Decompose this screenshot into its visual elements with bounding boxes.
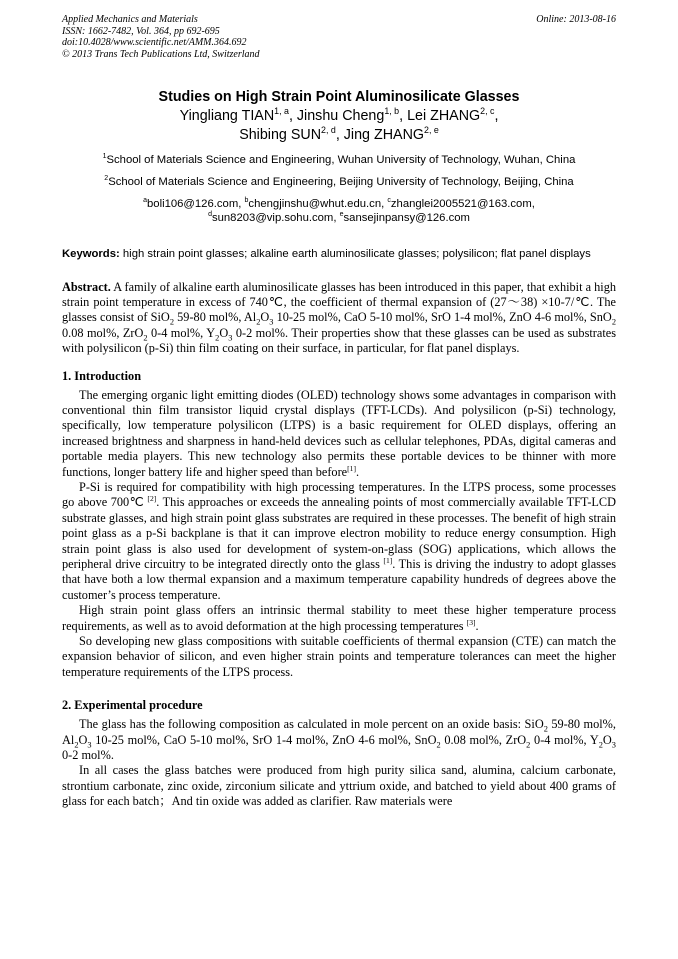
affiliation-2 bbox=[62, 175, 616, 189]
author-name: Lei ZHANG bbox=[407, 108, 481, 124]
keywords-label: Keywords: bbox=[62, 248, 120, 260]
abstract-text: 0.08 mol%, ZrO bbox=[62, 325, 144, 340]
subscript: 3 bbox=[269, 317, 274, 327]
author-affiliation-mark: 2, e bbox=[424, 125, 439, 136]
paragraph bbox=[62, 603, 616, 634]
author-name: Jing ZHANG bbox=[343, 127, 425, 143]
paragraph-text: The emerging organic light emitting diodes (OLED) technology shows some advantages in comparison with conventional thin film transistor liquid crystal displays (TFT-LCDs). And polysilicon (p-Si) technology, specifically, low temperature polysilicon (LTPS) is a basic requirement for OLED displays, offering an increased brightness and sharpness in hand-held devices such as cellular telephones, PDAs, digital cameras and portable media players. This new technology also permits these portable devices to be thinner with more functions, longer battery life and higher speed than before bbox=[62, 387, 616, 479]
abstract bbox=[62, 280, 616, 357]
email-mark: b bbox=[244, 197, 249, 205]
paragraph-text: 59-80 mol%, Al bbox=[62, 717, 616, 747]
paragraph-text: High strain point glass offers an intrinsic thermal stability to meet these higher temperature process requirements, as well as to avoid deformation at the high processing temperatures bbox=[62, 603, 616, 633]
affiliation-text: School of Materials Science and Engineering, Wuhan University of Technology, Wuhan, China bbox=[106, 154, 576, 166]
citation-ref[interactable]: [1] bbox=[347, 463, 356, 473]
keywords bbox=[62, 247, 616, 262]
subscript: 2 bbox=[74, 740, 79, 750]
subscript: 2 bbox=[169, 317, 175, 327]
author-name: Shibing SUN bbox=[239, 127, 322, 143]
subscript: 2 bbox=[543, 724, 548, 734]
subscript: 3 bbox=[228, 333, 233, 343]
author-affiliation-mark: 2, c bbox=[480, 106, 495, 117]
paragraph-text: . bbox=[356, 464, 360, 479]
paragraph-text: 0-2 mol%. bbox=[62, 748, 114, 763]
author-affiliation-mark: 1, a bbox=[274, 106, 289, 117]
paragraph-text: . bbox=[475, 618, 479, 633]
email-address[interactable]: chengjinshu@whut.edu.cn, bbox=[248, 198, 388, 210]
introduction-body bbox=[62, 388, 616, 681]
affiliation-number: 1 bbox=[102, 153, 107, 161]
subscript: 2 bbox=[436, 740, 441, 750]
email-address[interactable]: zhanglei2005521@163.com, bbox=[390, 198, 535, 210]
subscript: 3 bbox=[87, 740, 92, 750]
subscript: 2 bbox=[143, 333, 148, 343]
author-list: Yingliang TIAN$^{1, a}$, Jinshu Cheng$^{1, b}$, Lei ZHANG$^{2, c}$, Shibing SUN$^{2, d}$, Jing ZHANG$^{2, e}$ bbox=[179, 106, 499, 143]
email-address[interactable]: boli106@126.com, bbox=[147, 198, 245, 210]
email-mark: c bbox=[387, 197, 391, 205]
author-name: Jinshu Cheng bbox=[296, 108, 385, 124]
citation-ref[interactable]: [2] bbox=[147, 494, 157, 504]
abstract-text: 10-25 mol%, CaO 5-10 mol%, SrO 1-4 mol%, ZnO 4-6 mol%, SnO bbox=[273, 310, 612, 325]
online-date: Online: 2013-08-16 bbox=[536, 14, 616, 25]
doi-line[interactable]: doi:10.4028/www.scientific.net/AMM.364.692 bbox=[62, 37, 247, 48]
journal-header bbox=[62, 14, 616, 60]
section-heading-introduction: 1. Introduction bbox=[62, 368, 142, 383]
paragraph: In all cases the glass batches were produced from high purity silica sand, alumina, calcium carbonate, strontium carbonate, zinc oxide, zirconium silicate and yttrium oxide, and batched to yield about 400 grams of glass for each batch；And tin oxide was added as clarifier. Raw materials were bbox=[62, 763, 616, 809]
experimental-body bbox=[62, 717, 616, 809]
section-heading-experimental: 2. Experimental procedure bbox=[62, 698, 203, 713]
email-mark: e bbox=[339, 211, 344, 219]
abstract-text: O bbox=[260, 310, 270, 325]
author-name: Yingliang TIAN bbox=[179, 108, 275, 124]
paragraph-text: P-Si is required for compatibility with high processing temperatures. In the LTPS process, some processes go above 700℃ bbox=[62, 479, 616, 510]
copyright-line: © 2013 Trans Tech Publications Ltd, Switzerland bbox=[62, 48, 260, 60]
paragraph: So developing new glass compositions with suitable coefficients of thermal expansion (CTE) can match the expansion behavior of silicon, and even higher strain points and temperature tolerances can meet the higher temperature requirements of the LTPS process. bbox=[62, 634, 616, 679]
subscript: 2 bbox=[526, 740, 531, 750]
paragraph-text: 10-25 mol%, CaO 5-10 mol%, SrO 1-4 mol%, ZnO 4-6 mol%, SnO bbox=[91, 732, 437, 747]
paragraph-text: 0-4 mol%, Y bbox=[530, 732, 599, 747]
abstract-text: O bbox=[219, 325, 229, 340]
journal-name: Applied Mechanics and Materials bbox=[62, 14, 198, 25]
affiliation-text: School of Materials Science and Engineering, Beijing University of Technology, Beijing, China bbox=[108, 176, 574, 188]
issn-line: ISSN: 1662-7482, Vol. 364, pp 692-695 bbox=[62, 25, 220, 37]
paper-page bbox=[62, 14, 616, 810]
subscript: 2 bbox=[256, 317, 261, 327]
email-mark: d bbox=[208, 211, 212, 219]
abstract-text: 0-4 mol%, Y bbox=[147, 325, 216, 340]
abstract-text: A family of alkaline earth aluminosilicate glasses has been introduced in this paper, that exhibit a high strain point temperature in excess of 740℃, the coefficient of thermal expansion of (27～38) ×10-7/℃. The glasses consist of SiO bbox=[62, 279, 616, 325]
keywords-text: high strain point glasses; alkaline earth aluminosilicate glasses; polysilicon; flat panel displays bbox=[119, 248, 591, 260]
paragraph bbox=[62, 480, 616, 603]
paragraph-text: O bbox=[602, 732, 612, 747]
paper-title: Studies on High Strain Point Aluminosilicate Glasses bbox=[158, 89, 520, 105]
abstract-label: Abstract. bbox=[62, 279, 111, 294]
abstract-text: 0-2 mol%. Their properties show that these glasses can be used as substrates with polysilicon (p-Si) thin film coating on their surface, in particular, for flat panel displays. bbox=[62, 325, 616, 356]
paragraph-text: . This is driving the industry to adopt glasses that have both a low thermal expansion and a maximum temperature capability hundreds of degrees above the customer’s process temperature. bbox=[62, 557, 616, 602]
subscript: 3 bbox=[611, 740, 616, 750]
subscript: 2 bbox=[598, 740, 603, 750]
paragraph bbox=[62, 388, 616, 480]
citation-ref[interactable]: [3] bbox=[466, 617, 476, 627]
affiliation-1 bbox=[62, 153, 616, 167]
subscript: 2 bbox=[611, 317, 616, 327]
affiliation-number: 2 bbox=[104, 175, 109, 183]
author-affiliation-mark: 1, b bbox=[384, 106, 400, 117]
paragraph-text: The glass has the following composition as calculated in mole percent on an oxide basis: SiO bbox=[79, 717, 544, 732]
paragraph-text: . This approaches or exceeds the annealing points of most commercially available TFT-LCD substrate glasses, and high strain point glass substrates are required in these processes. The benefit of high strain point glass as a p-Si backplane is that it can improve electron mobility to reduce energy consumption. High strain point glass is also used for development of system-on-glass (SOG) applications, which allows the peripheral drive circuitry to be integrated directly onto the glass bbox=[62, 495, 617, 571]
email-mark: a bbox=[143, 197, 147, 205]
paragraph-text: 0.08 mol%, ZrO bbox=[440, 732, 527, 747]
abstract-text: 59-80 mol%, Al bbox=[174, 310, 257, 325]
subscript: 2 bbox=[215, 333, 220, 343]
email-address[interactable]: sun8203@vip.sohu.com, bbox=[211, 212, 340, 224]
author-affiliation-mark: 2, d bbox=[321, 125, 336, 136]
paragraph-text: O bbox=[78, 732, 88, 747]
email-list bbox=[62, 197, 616, 225]
email-address[interactable]: sansejinpansy@126.com bbox=[343, 212, 470, 224]
citation-ref[interactable]: [1] bbox=[383, 555, 393, 565]
paragraph bbox=[62, 717, 616, 763]
